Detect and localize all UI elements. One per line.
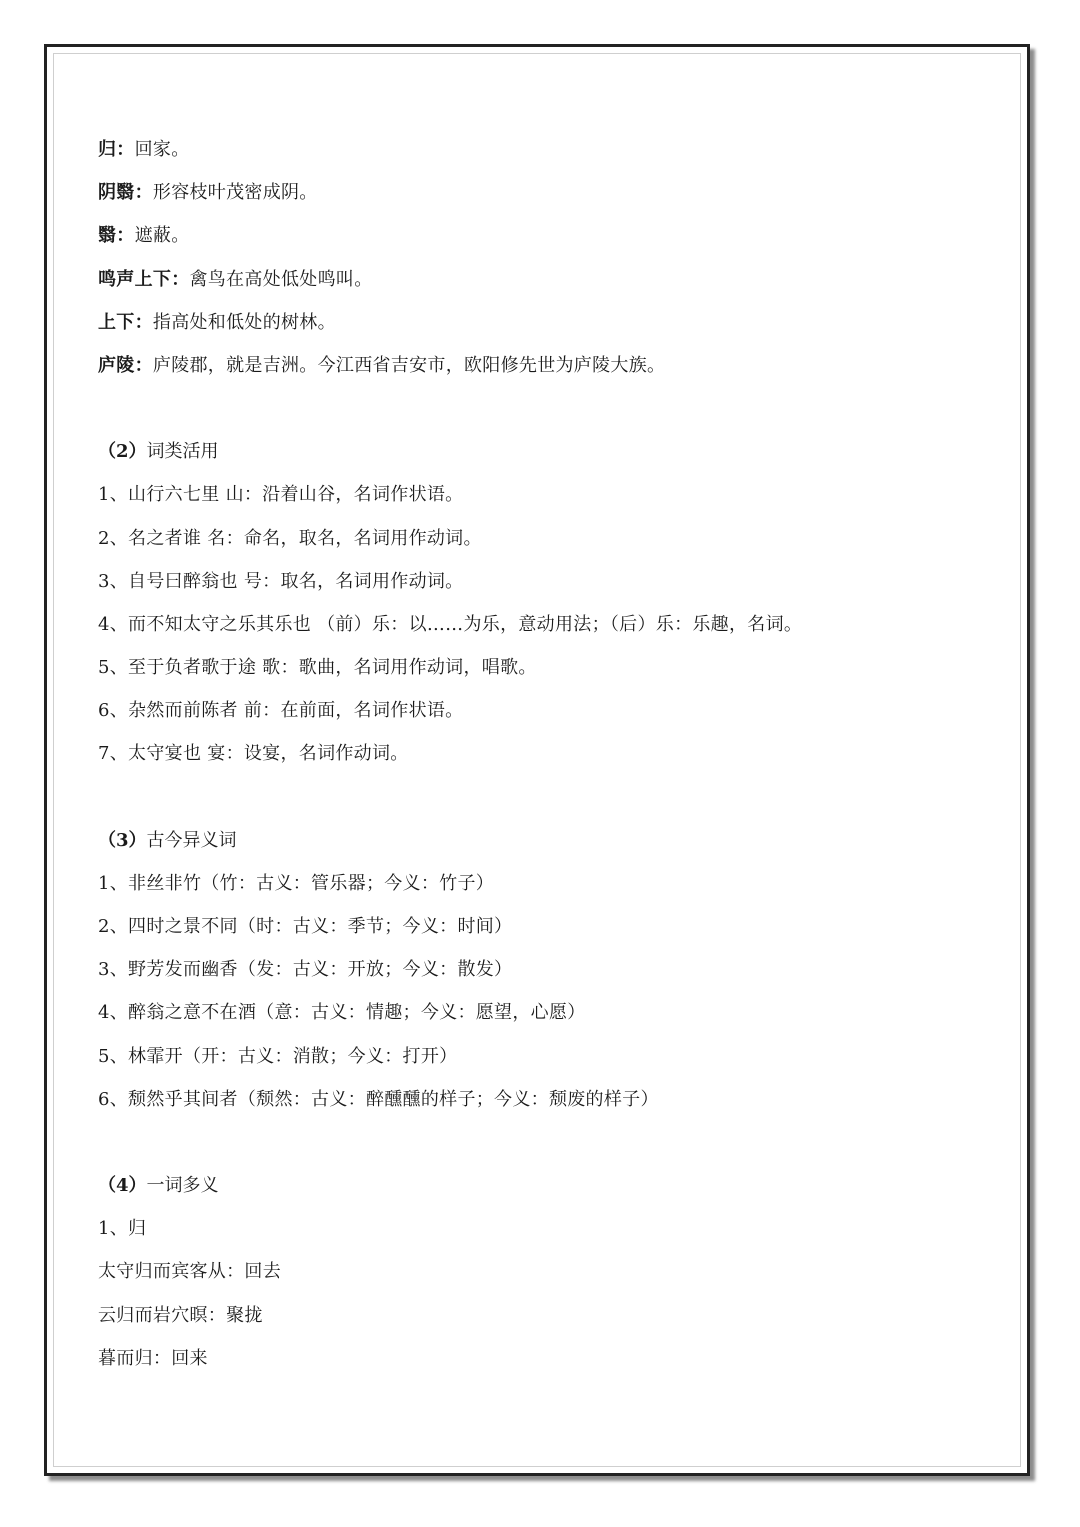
note-definition: 禽鸟在高处低处鸣叫。 [189,268,373,290]
list-item: 云归而岩穴暝：聚拢 [98,1304,263,1326]
list-item: 6、颓然乎其间者（颓然：古义：醉醺醺的样子；今义：颓废的样子） [98,1088,659,1110]
note-definition: 遮蔽。 [134,225,190,247]
section-spacer [98,781,998,824]
note-term: 上下： [98,311,153,333]
note-term: 归： [98,139,135,160]
list-item: 2、名之者谁 名：命名，取名，名词用作动词。 [98,527,482,549]
note-definition: 指高处和低处的树林。 [152,311,336,333]
note-definition: 庐陵郡，就是吉洲。今江西省吉安市，欧阳修先世为庐陵大族。 [152,354,666,376]
note-line [98,263,998,306]
section-title: 一词多义 [146,1174,219,1196]
note-line [98,133,998,176]
list-item: 6、杂然而前陈者 前：在前面，名词作状语。 [98,700,464,722]
note-term: 鸣声上下： [98,268,190,290]
list-item: 2、四时之景不同（时：古义：季节；今义：时间） [98,916,513,937]
note-line [98,176,998,219]
note-definition: 回家。 [134,139,190,160]
section-heading-word-class [98,435,998,478]
list-item: 5、至于负者歌于途 歌：歌曲，名词用作动词，唱歌。 [98,657,537,679]
section-spacer [98,392,998,435]
note-line [98,219,998,262]
section-number: （2） [98,441,147,463]
section-heading-ancient-modern [98,824,998,867]
list-item: 5、林霏开（开：古义：消散；今义：打开） [98,1045,458,1067]
note-term: 翳： [98,225,135,247]
section-spacer [98,1126,998,1169]
list-item: 7、太守宴也 宴：设宴，名词作动词。 [98,743,409,765]
section-number: （4） [98,1174,147,1196]
section-number: （3） [98,829,147,851]
note-line [98,349,998,392]
list-item: 3、自号曰醉翁也 号：取名，名词用作动词。 [98,570,464,592]
list-item: 1、山行六七里 山：沿着山谷，名词作状语。 [98,484,464,506]
document-content [98,133,998,1385]
section-title: 古今异义词 [146,829,237,851]
list-item: 太守归而宾客从：回去 [98,1261,281,1283]
note-term: 庐陵： [98,354,153,376]
note-definition: 形容枝叶茂密成阴。 [152,182,318,204]
list-item: 3、野芳发而幽香（发：古义：开放；今义：散发） [98,959,513,981]
section-heading-polysemy [98,1169,998,1212]
list-item: 1、归 [98,1218,147,1240]
section-title: 词类活用 [146,441,219,463]
list-item: 4、醉翁之意不在酒（意：古义：情趣；今义：愿望，心愿） [98,1002,586,1024]
list-item: 暮而归：回来 [98,1347,208,1369]
note-line [98,306,998,349]
list-item: 4、而不知太守之乐其乐也 （前）乐：以……为乐，意动用法；（后）乐：乐趣，名词。 [98,613,803,635]
note-term: 阴翳： [98,182,153,204]
list-item: 1、非丝非竹（竹：古义：管乐器；今义：竹子） [98,872,495,894]
